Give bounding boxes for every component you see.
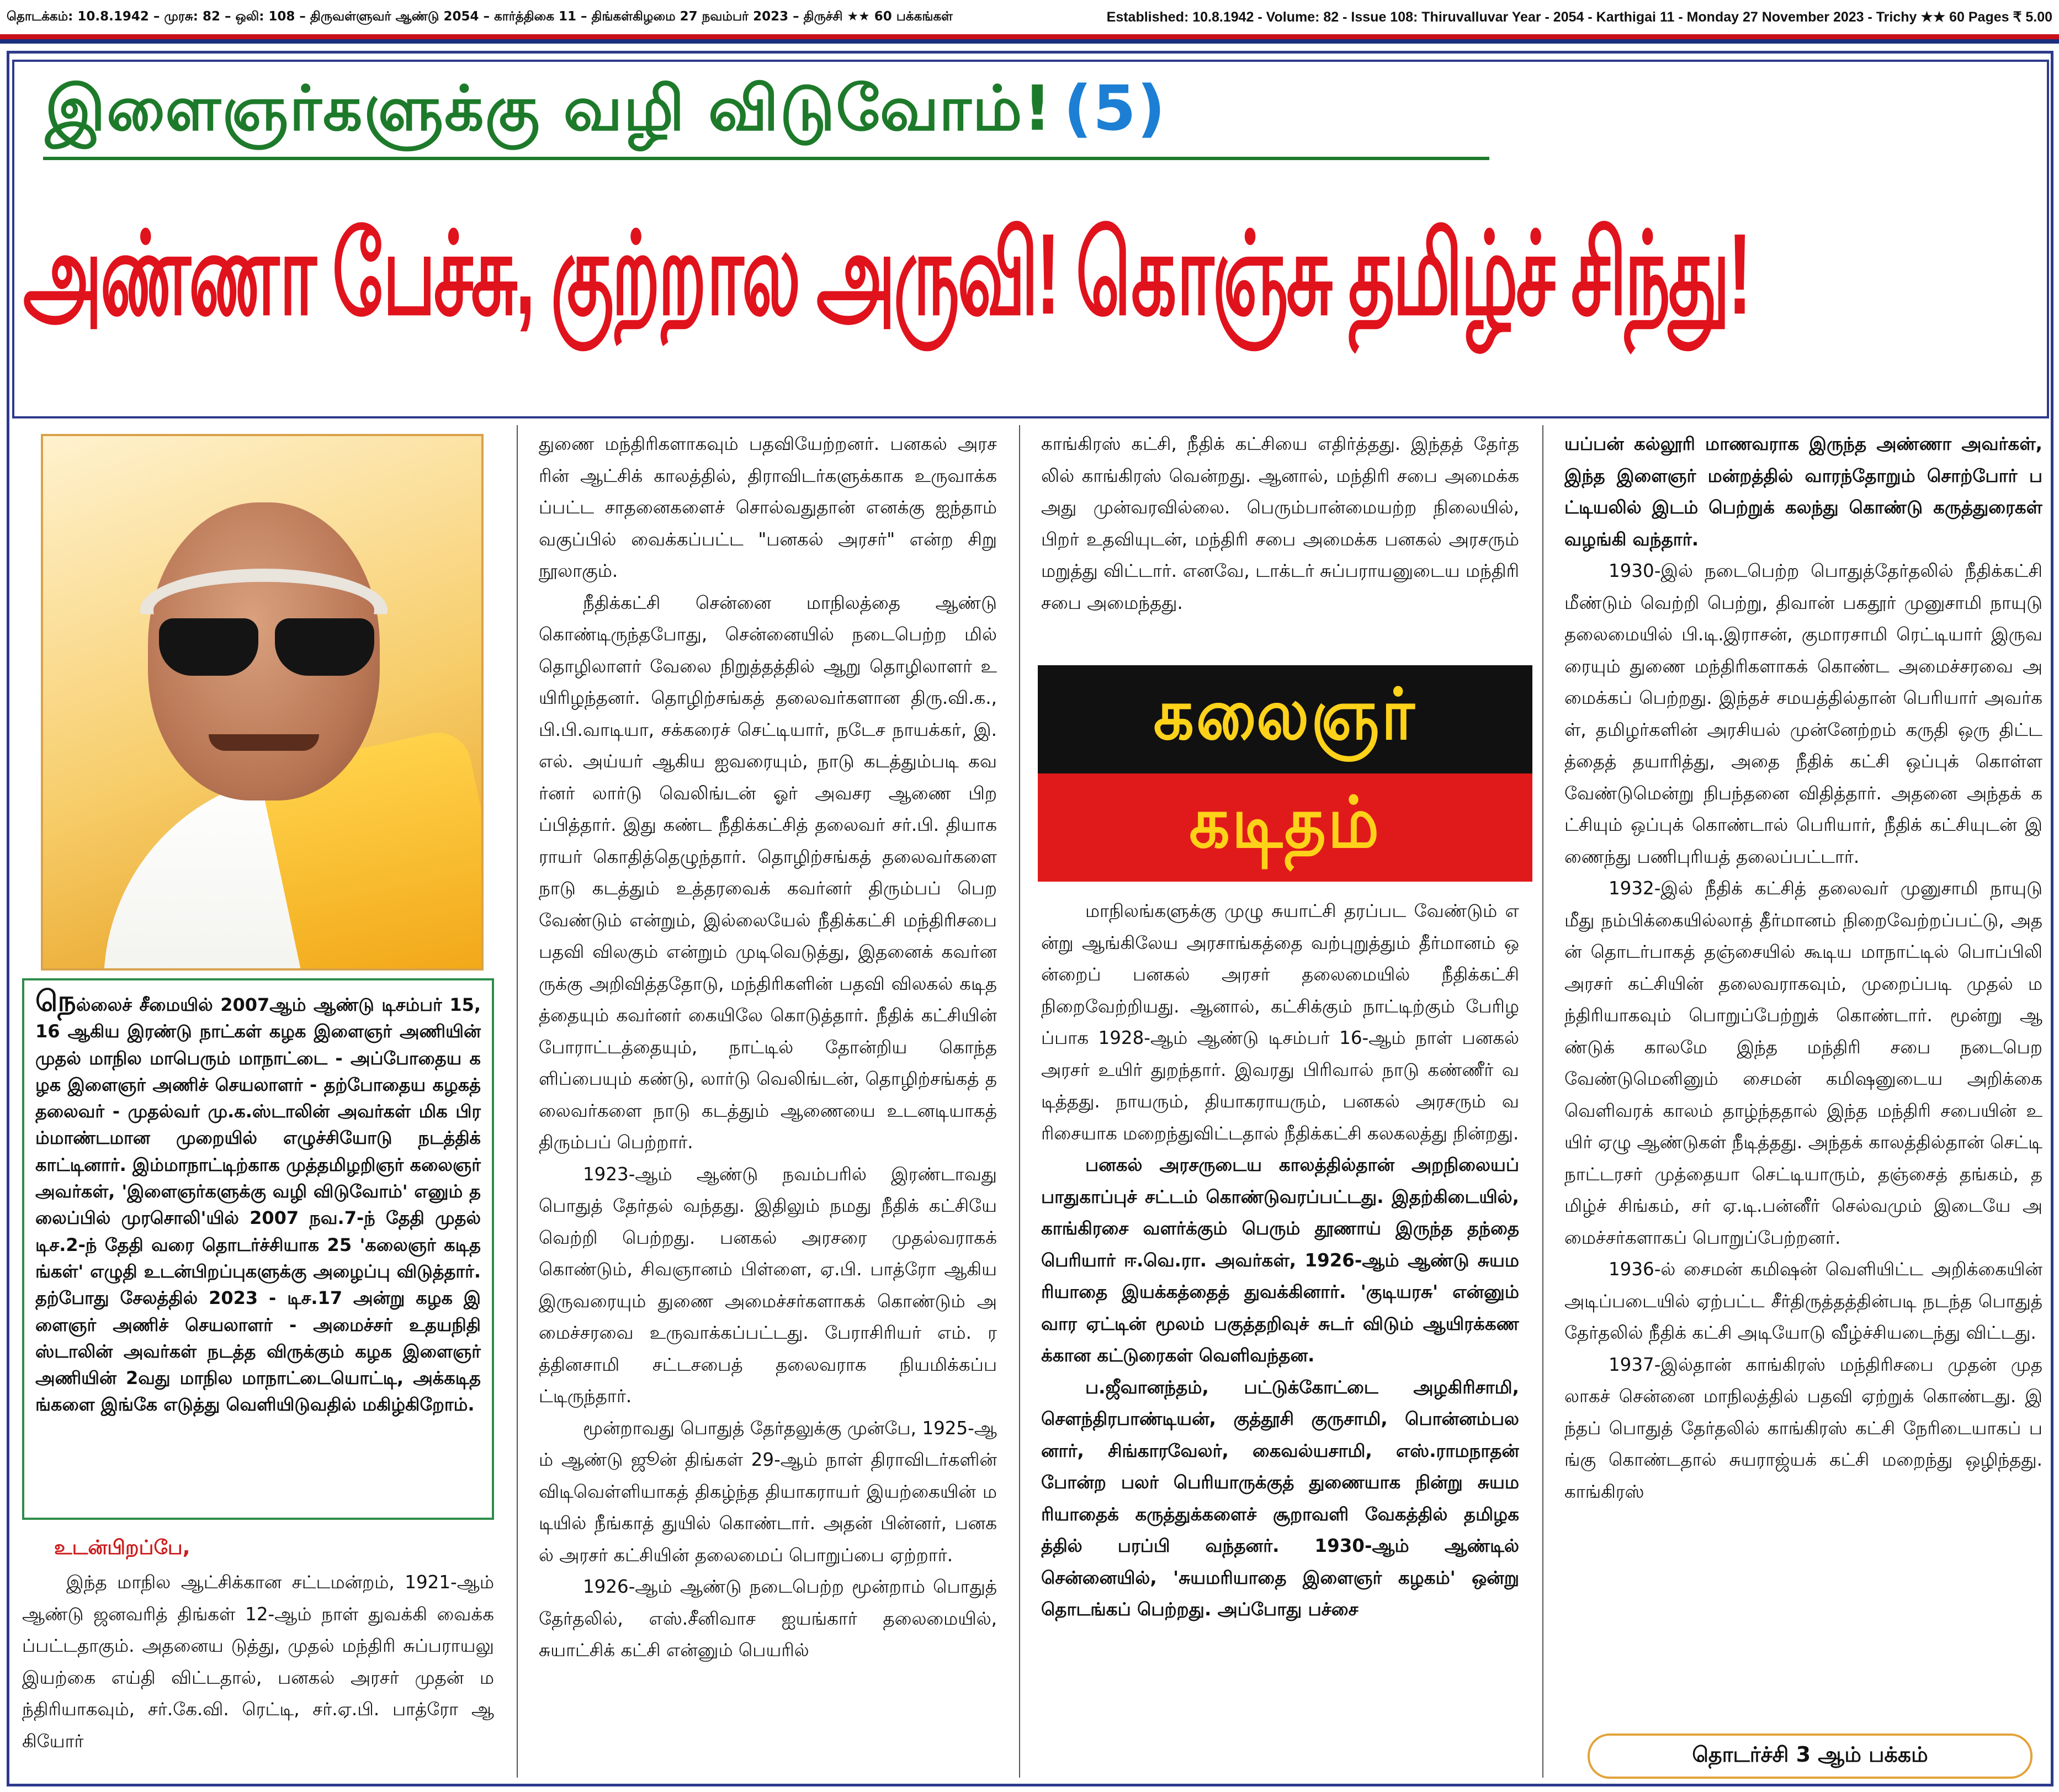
column-3-bottom-text [1041,895,1519,1626]
photo-sunglasses [159,618,374,679]
paragraph: துணை மந்திரிகளாகவும் பதவியேற்றனர். பனகல் அரசரின் ஆட்சிக் காலத்தில், திராவிடர்களுக்காக உருவாக்கப்பட்ட சாதனைகளைச் சொல்வதுதான் எனக்கு ஐந்தாம் வகுப்பில் வைக்கப்பட்ட "பனகல் அரசர்" என்ற சிறு நூலாகும். [539,433,997,581]
paragraph: காங்கிரஸ் கட்சி, நீதிக் கட்சியை எதிர்த்தது. இந்தத் தேர்தலில் காங்கிரஸ் வென்றது. ஆனால், மந்திரி சபை அமைக்க அது முன்வரவில்லை. பெரும்பான்மையற்ற நிலையில், பிறர் உதவியுடன், மந்திரி சபை அமைக்க பனகல் அரசரும் மறுத்து விட்டார். எனவே, டாக்டர் சுப்பராயனுடைய மந்திரி சபை அமைந்தது. [1041,433,1519,613]
column-divider [517,425,518,1778]
kalaignar-kaditham-logo [1038,665,1532,882]
column-divider [1019,425,1020,1778]
kicker-text: இளைஞர்களுக்கு வழி விடுவோம்! [45,73,1053,145]
intro-box [22,978,494,1520]
masthead-rule-blue [0,39,2059,44]
paragraph: 1932-இல் நீதிக் கட்சித் தலைவர் முனுசாமி நாயுடு மீது நம்பிக்கையில்லாத் தீர்மானம் நிறைவேற்றப்பட்டு, அதன் தொடர்பாகத் தஞ்சையில் கூடிய மாநாட்டில் பொப்பிலி அரசர் கட்சியின் தலைவராகவும், முறைப்படி முதல் மந்திரியாகவும் பொறுப்பேற்றுக் கொண்டார். மூன்று ஆண்டுக் காலமே இந்த மந்திரி சபை நடைபெற வேண்டுமெனினும் சைமன் கமிஷனுடைய அறிக்கை வெளிவரக் காலம் தாழ்ந்ததால் இந்த மந்திரி சபையின் உயிர் ஏழு ஆண்டுகள் நீடித்தது. அந்தக் காலத்தில்தான் செட்டி நாட்டரசர் முத்தையா செட்டியாரும், தஞ்சைத் தங்கம், தமிழ்ச் சிங்கம், சர் ஏ.டி.பன்னீர் செல்வமும் இடையே அமைச்சர்களாகப் பொறுப்பேற்றனர். [1564,878,2042,1248]
paragraph: மாநிலங்களுக்கு முழு சுயாட்சி தரப்பட வேண்டும் என்று ஆங்கிலேய அரசாங்கத்தை வற்புறுத்தும் தீர்மானம் ஒன்றைப் பனகல் அரசர் தலைமையில் நீதிக்கட்சி நிறைவேற்றியது. ஆனால், கட்சிக்கும் நாட்டிற்கும் பேரிழப்பாக 1928-ஆம் ஆண்டு டிசம்பர் 16-ஆம் நாள் பனகல் அரசர் உயிர் துறந்தார். இவரது பிரிவால் நாடு கண்ணீர் வடித்தது. நாயரும், தியாகராயரும், பனகல் அரசரும் வரிசையாக மறைந்துவிட்டதால் நீதிக்கட்சி கலகலத்து நின்றது. [1041,900,1519,1144]
paragraph: பனகல் அரசருடைய காலத்தில்தான் அறநிலையப் பாதுகாப்புச் சட்டம் கொண்டுவரப்பட்டது. இதற்கிடையில், காங்கிரசை வளர்க்கும் பெரும் தூணாய் இருந்த தந்தை பெரியார் ஈ.வெ.ரா. அவர்கள், 1926-ஆம் ஆண்டு சுயமரியாதை இயக்கத்தைத் துவக்கினார். 'குடியரசு' என்னும் வார ஏட்டின் மூலம் பகுத்தறிவுச் சுடர் விடும் ஆயிரக்கணக்கான கட்டுரைகள் வெளிவந்தன. [1041,1154,1519,1366]
paragraph: நீதிக்கட்சி சென்னை மாநிலத்தை ஆண்டு கொண்டிருந்தபோது, சென்னையில் நடைபெற்ற மில் தொழிலாளர் வேலை நிறுத்தத்தில் ஆறு தொழிலாளர் உயிரிழந்தனர். தொழிற்சங்கத் தலைவர்களான திரு.வி.க., பி.பி.வாடியா, சக்கரைச் செட்டியார், நடேச நாயக்கர், இ.எல். அய்யர் ஆகிய ஐவரையும், நாடு கடத்தும்படி கவர்னர் லார்டு வெலிங்டன் ஓர் அவசர ஆணை பிறப்பித்தார். இது கண்ட நீதிக்கட்சித் தலைவர் சர்.பி. தியாகராயர் கொதித்தெழுந்தார். தொழிற்சங்கத் தலைவர்களை நாடு கடத்தும் உத்தரவைக் கவர்னர் திரும்பப் பெறவேண்டும் என்றும், இல்லையேல் நீதிக்கட்சி மந்திரிசபை பதவி விலகும் என்றும் முடிவெடுத்து, இதனைக் கவர்னருக்கு அறிவித்ததோடு, மந்திரிகளின் பதவி விலகல் கடிதத்தையும் கவர்னர் கையிலே கொடுத்தார். நீதிக் கட்சியின் போராட்டத்தையும், நாட்டில் தோன்றிய கொந்தளிப்பையும் கண்டு, லார்டு வெலிங்டன், தொழிற்சங்கத் தலைவர்களை நாடு கடத்தும் ஆணையை உடனடியாகத் திரும்பப் பெற்றார். [539,592,997,1153]
paragraph: 1936-ல் சைமன் கமிஷன் வெளியிட்ட அறிக்கையின் அடிப்படையில் ஏற்பட்ட சீர்திருத்தத்தின்படி நடந்த பொதுத் தேர்தலில் நீதிக் கட்சி அடியோடு வீழ்ச்சியடைந்து விட்டது. [1564,1259,2042,1343]
continued-on-page-3: தொடர்ச்சி 3 ஆம் பக்கம் [1588,1733,2033,1779]
logo-bottom-band [1038,773,1532,882]
column-4-text [1564,428,2042,1508]
kicker-number: (5) [1063,73,1166,145]
photo-mouth [209,734,319,751]
main-headline: அண்ணா பேச்சு, குற்றால அருவி! கொஞ்சு தமிழ்ச் சிந்து! [23,210,1750,338]
masthead [0,0,2059,34]
paragraph: 1923-ஆம் ஆண்டு நவம்பரில் இரண்டாவது பொதுத் தேர்தல் வந்தது. இதிலும் நமது நீதிக் கட்சியே வெற்றி பெற்றது. பனகல் அரசரை முதல்வராகக் கொண்டும், சிவஞானம் பிள்ளை, ஏ.பி. பாத்ரோ ஆகிய இருவரையும் துணை அமைச்சர்களாகக் கொண்டும் அமைச்சரவை உருவாக்கப்பட்டது. பேராசிரியர் எம். ரத்தினசாமி சட்டசபைத் தலைவராக நியமிக்கப்பட்டிருந்தார். [539,1163,997,1407]
intro-drop-cap: நெ [35,985,76,1018]
salutation: உடன்பிறப்பே, [54,1536,190,1559]
paragraph: யப்பன் கல்லூரி மாணவராக இருந்த அண்ணா அவர்கள், இந்த இளைஞர் மன்றத்தில் வாரந்தோறும் சொற்போர் பட்டியலில் இடம் பெற்றுக் கலந்து கொண்டு கருத்துரைகள் வழங்கி வந்தார். [1564,433,2042,550]
paragraph: இந்த மாநில ஆட்சிக்கான சட்டமன்றம், 1921-ஆம் ஆண்டு ஜனவரித் திங்கள் 12-ஆம் நாள் துவக்கி வைக்கப்பட்டதாகும். அதனைய டுத்து, முதல் மந்திரி சுப்பராயலு இயற்கை எய்தி விட்டதால், பனகல் அரசர் முதன் மந்திரியாகவும், சர்.கே.வி. ரெட்டி, சர்.ஏ.பி. பாத்ரோ ஆகியோர் [22,1572,494,1752]
portrait-photo [41,434,484,971]
paragraph: 1930-இல் நடைபெற்ற பொதுத்தேர்தலில் நீதிக்கட்சி மீண்டும் வெற்றி பெற்று, திவான் பகதூர் முனுசாமி நாயுடு தலைமையில் பி.டி.இராசன், குமாரசாமி ரெட்டியார் இருவரையும் துணை மந்திரிகளாகக் கொண்ட அமைச்சரவை அமைக்கப் பெற்றது. இந்தச் சமயத்தில்தான் பெரியார் அவர்கள், தமிழர்களின் அரசியல் முன்னேற்றம் கருதி ஒரு திட்டத்தைத் தயாரித்து, அதை நீதிக் கட்சி ஒப்புக் கொள்ள வேண்டுமென்று நிபந்தனை விதித்தார். அதனை அந்தக் கட்சியும் ஒப்புக் கொண்டால் பெரியார், நீதிக் கட்சியுடன் இணைந்து பணிபுரியத் தலைப்பட்டார். [1564,560,2042,867]
column-divider [1542,425,1543,1778]
logo-word-kaditham: கடிதம் [1189,782,1381,864]
paragraph: ப.ஜீவானந்தம், பட்டுக்கோட்டை அழகிரிசாமி, சௌந்திரபாண்டியன், குத்தூசி குருசாமி, பொன்னம்பலனார், சிங்காரவேலர், கைவல்யசாமி, எஸ்.ராமநாதன் போன்ற பலர் பெரியாருக்குத் துணையாக நின்று சுயமரியாதைக் கருத்துக்களைச் சூறாவளி வேகத்தில் தமிழகத்தில் பரப்பி வந்தனர். 1930-ஆம் ஆண்டில் சென்னையில், 'சுயமரியாதை இளைஞர் கழகம்' ஒன்று தொடங்கப் பெற்றது. அப்போது பச்சை [1041,1376,1519,1620]
paragraph: 1926-ஆம் ஆண்டு நடைபெற்ற மூன்றாம் பொதுத் தேர்தலில், எஸ்.சீனிவாச ஐயங்கார் தலைமையில், சுயாட்சிக் கட்சி என்னும் பெயரில் [539,1576,997,1661]
masthead-english: Established: 10.8.1942 - Volume: 82 - Issue 108: Thiruvalluvar Year - 2054 - Karthigai 11 - Monday 27 November 2023 - Trichy ★★ 60 Pages ₹ 5.00 [1106,9,2052,25]
paragraph: மூன்றாவது பொதுத் தேர்தலுக்கு முன்பே, 1925-ஆம் ஆண்டு ஜூன் திங்கள் 29-ஆம் நாள் திராவிடர்களின் விடிவெள்ளியாகத் திகழ்ந்த தியாகராயர் இயற்கையின் மடியில் நீங்காத் துயில் கொண்டார். அதன் பின்னர், பனகல் அரசர் கட்சியின் தலைமைப் பொறுப்பை ஏற்றார். [539,1417,997,1566]
headline-banner [12,60,2049,418]
masthead-rule-red [0,34,2059,39]
masthead-tamil: தொடக்கம்: 10.8.1942 – முரசு: 82 – ஒலி: 108 – திருவள்ளுவர் ஆண்டு 2054 – கார்த்திகை 11 – திங்கள்கிழமை 27 நவம்பர் 2023 – திருச்சி ★★ 60 பக்கங்கள் [7,9,953,24]
column-2-text [539,428,997,1775]
column-1-text [22,1567,494,1757]
intro-text: ல்லைச் சீமையில் 2007ஆம் ஆண்டு டிசம்பர் 15, 16 ஆகிய இரண்டு நாட்கள் கழக இளைஞர் அணியின் முதல் மாநில மாபெரும் மாநாட்டை - அப்போதைய கழக இளைஞர் அணிச் செயலாளர் - தற்போதைய கழகத் தலைவர் - முதல்வர் மு.க.ஸ்டாலின் அவர்கள் மிக பிரம்மாண்டமான முறையில் எழுச்சியோடு நடத்திக் காட்டினார். இம்மாநாட்டிற்காக முத்தமிழறிஞர் கலைஞர் அவர்கள், 'இளைஞர்களுக்கு வழி விடுவோம்' எனும் தலைப்பில் முரசொலி'யில் 2007 நவ.7-ந் தேதி முதல் டிச.2-ந் தேதி வரை தொடர்ச்சியாக 25 'கலைஞர் கடிதங்கள்' எழுதி உடன்பிறப்புகளுக்கு அழைப்பு விடுத்தார். தற்போது சேலத்தில் 2023 - டிச.17 அன்று கழக இளைஞர் அணிச் செயலாளர் - அமைச்சர் உதயநிதி ஸ்டாலின் அவர்கள் நடத்த விருக்கும் கழக இளைஞர் அணியின் 2வது மாநில மாநாட்டையொட்டி, அக்கடிதங்களை இங்கே எடுத்து வெளியிடுவதில் மகிழ்கிறோம். [35,994,481,1415]
column-3-top-text [1041,428,1519,619]
logo-top-band [1038,665,1532,773]
kicker-underline [43,157,1489,160]
series-kicker [45,73,1166,153]
paragraph: 1937-இல்தான் காங்கிரஸ் மந்திரிசபை முதன் முதலாகச் சென்னை மாநிலத்தில் பதவி ஏற்றுக் கொண்டது. இந்தப் பொதுத் தேர்தலில் காங்கிரஸ் கட்சி நேரிடையாகப் பங்கு கொண்டதால் சுயராஜ்யக் கட்சி மறைந்து ஒழிந்தது. காங்கிரஸ் [1564,1354,2042,1502]
logo-word-kalaignar: கலைஞர் [1153,674,1417,756]
